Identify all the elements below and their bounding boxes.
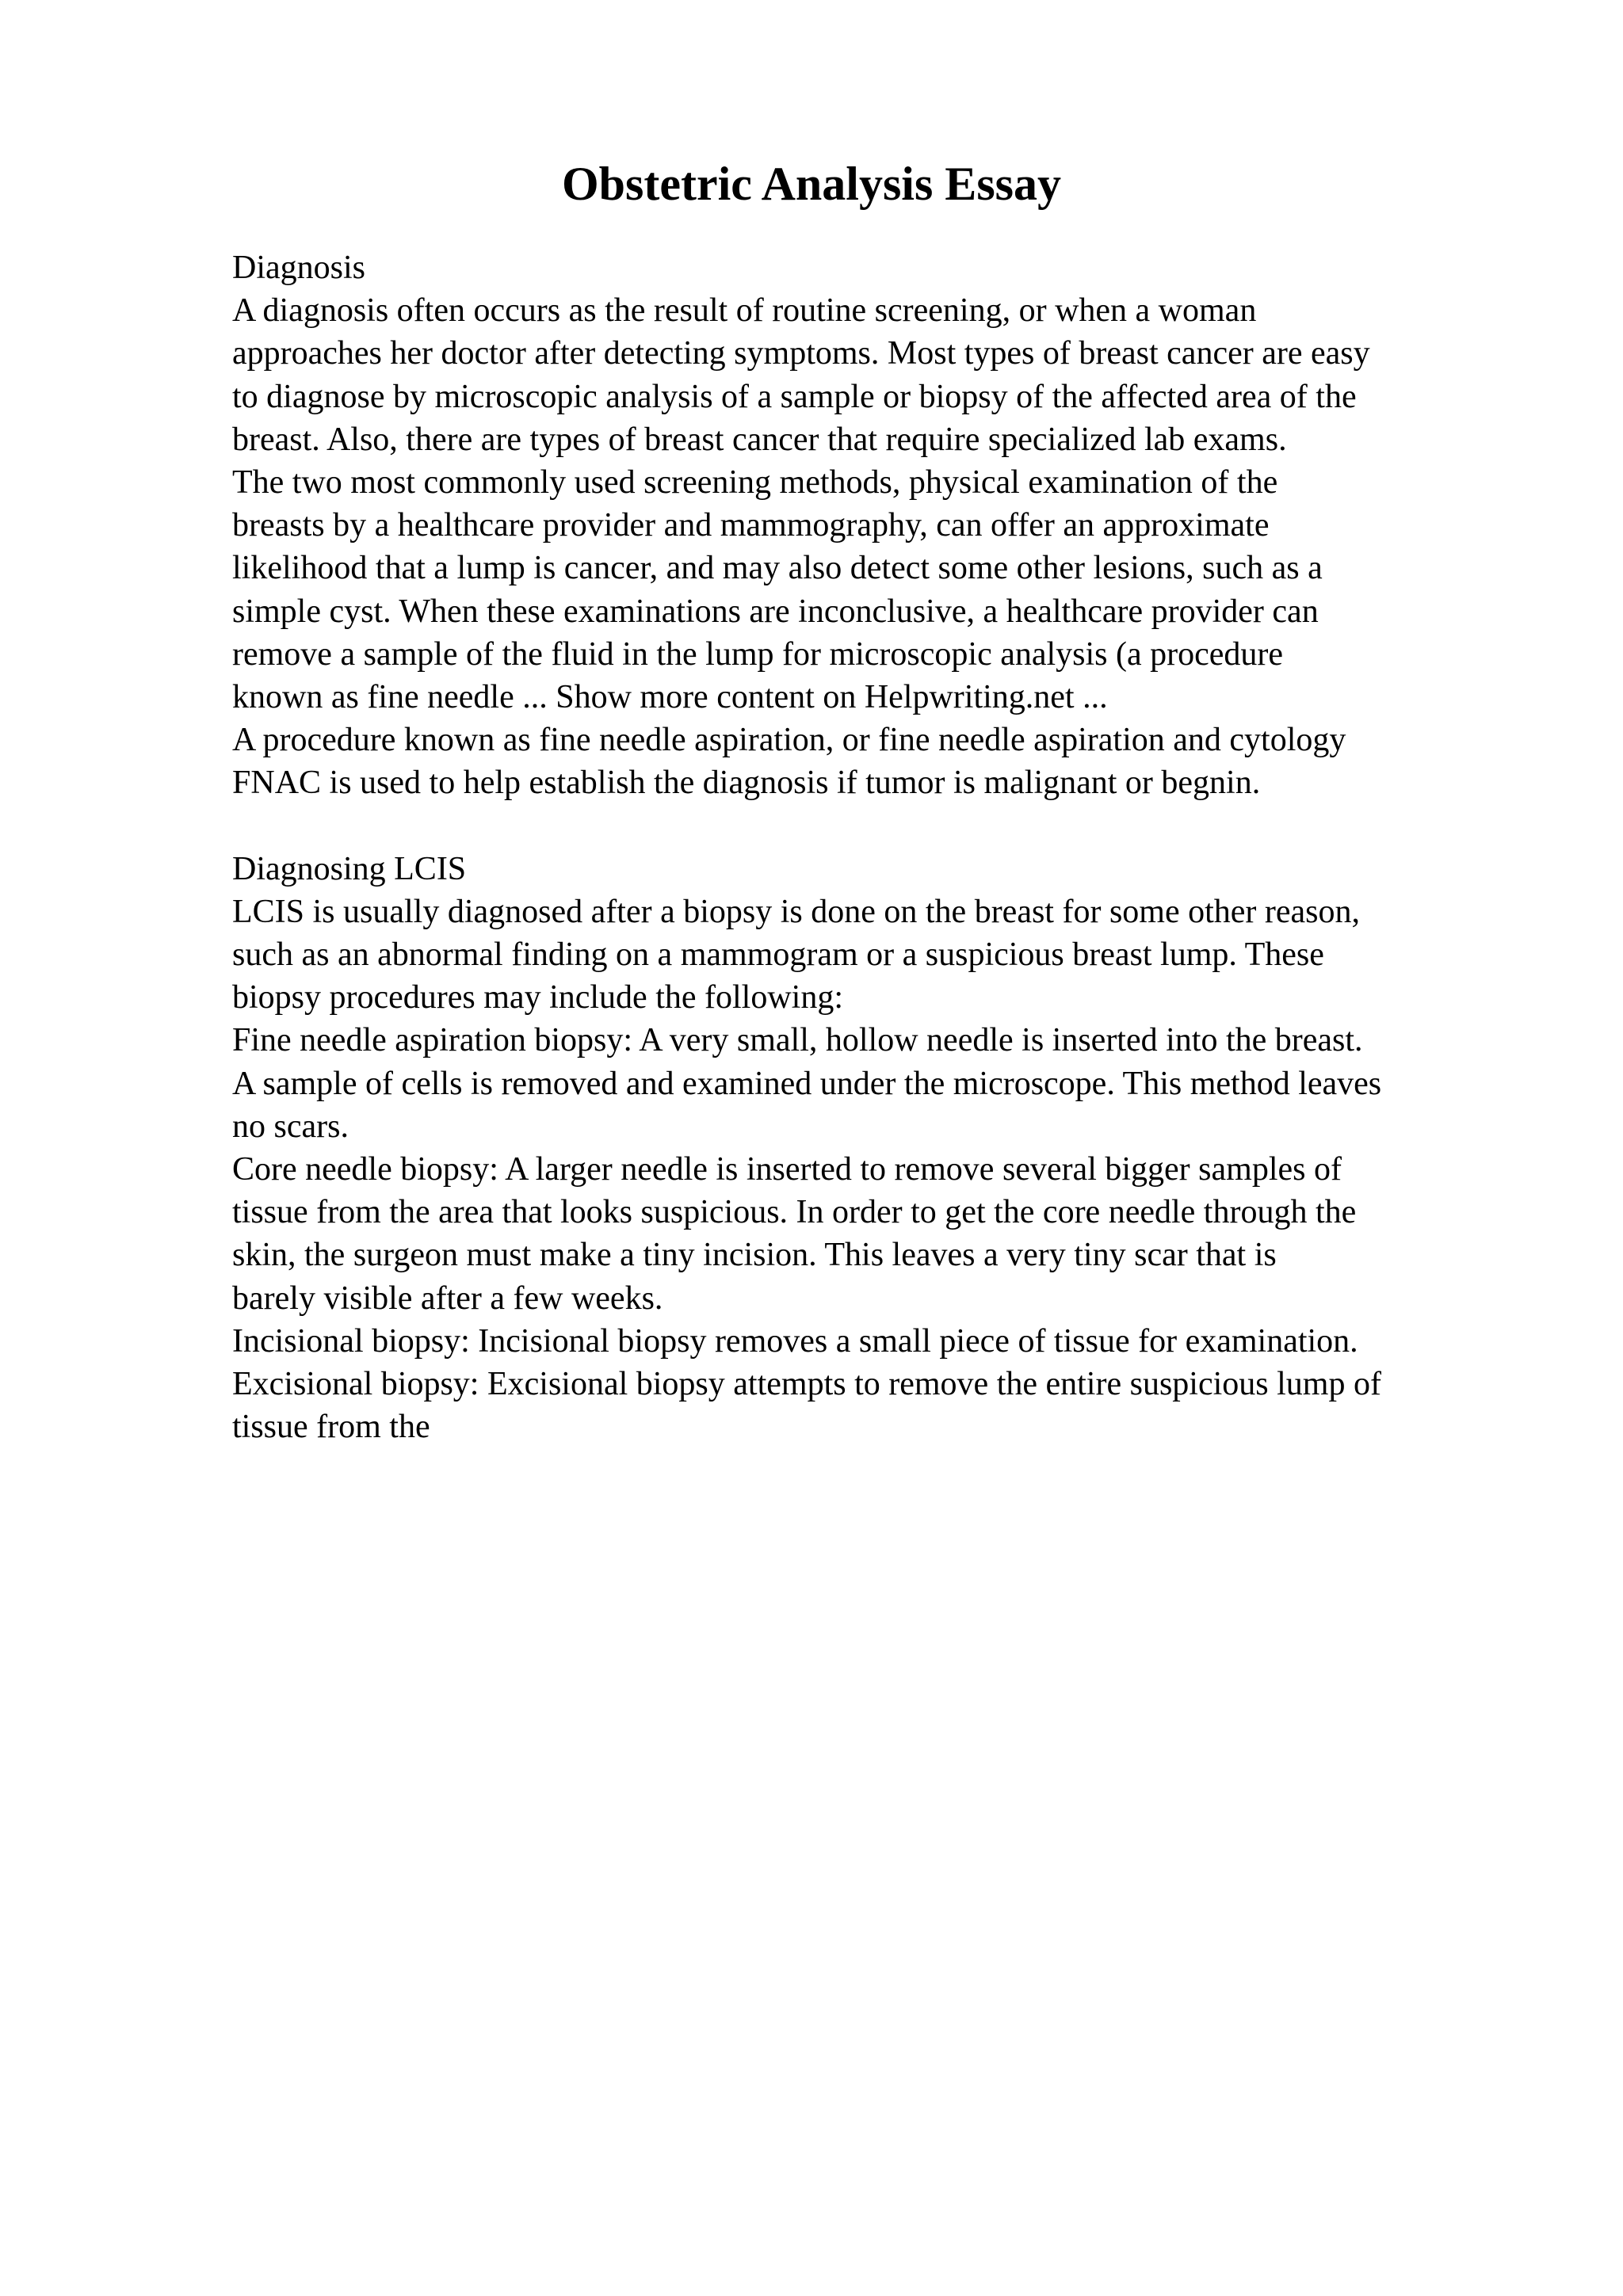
document-title: Obstetric Analysis Essay	[561, 158, 1062, 210]
text-line: A procedure known as fine needle aspiration, or fine needle aspiration and cytology	[232, 722, 1346, 759]
text-line: Fine needle aspiration biopsy: A very small, hollow needle is inserted into the breast.	[232, 1022, 1363, 1059]
text-line: likelihood that a lump is cancer, and may also detect some other lesions, such as a	[232, 550, 1323, 587]
paragraph-spacer	[232, 804, 1623, 847]
text-line: no scars.	[232, 1108, 349, 1145]
document-body	[232, 246, 1623, 1448]
text-line: tissue from the area that looks suspicious. In order to get the core needle through the	[232, 1194, 1357, 1231]
text-line: simple cyst. When these examinations are inconclusive, a healthcare provider can	[232, 593, 1319, 630]
text-line: The two most commonly used screening methods, physical examination of the	[232, 463, 1278, 501]
text-line: Core needle biopsy: A larger needle is inserted to remove several bigger samples of	[232, 1150, 1342, 1188]
text-line: skin, the surgeon must make a tiny incision. This leaves a very tiny scar that is	[232, 1237, 1277, 1274]
text-line: breasts by a healthcare provider and mammography, can offer an approximate	[232, 507, 1270, 544]
text-line: barely visible after a few weeks.	[232, 1280, 663, 1317]
text-line: tissue from the	[232, 1409, 430, 1446]
text-line: remove a sample of the fluid in the lump for microscopic analysis (a procedure	[232, 635, 1284, 673]
text-line: Excisional biopsy: Excisional biopsy attempts to remove the entire suspicious lump of	[232, 1365, 1381, 1402]
text-line: Incisional biopsy: Incisional biopsy removes a small piece of tissue for examination.	[232, 1322, 1358, 1360]
text-line: Diagnosing LCIS	[232, 850, 467, 887]
text-line: breast. Also, there are types of breast cancer that require specialized lab exams.	[232, 421, 1287, 458]
text-line: such as an abnormal finding on a mammogram or a suspicious breast lump. These	[232, 936, 1324, 973]
text-line: to diagnose by microscopic analysis of a sample or biopsy of the affected area of the	[232, 378, 1357, 415]
text-line: LCIS is usually diagnosed after a biopsy is done on the breast for some other reason,	[232, 893, 1361, 930]
text-line: biopsy procedures may include the following:	[232, 979, 843, 1016]
text-line: Diagnosis	[232, 250, 365, 286]
text-line: A sample of cells is removed and examined under the microscope. This method leaves	[232, 1065, 1382, 1102]
text-line: A diagnosis often occurs as the result of routine screening, or when a woman	[232, 292, 1257, 330]
text-line: known as fine needle ... Show more content on Helpwriting.net ...	[232, 678, 1108, 715]
text-line: FNAC is used to help establish the diagnosis if tumor is malignant or begnin.	[232, 765, 1261, 802]
text-line: approaches her doctor after detecting symptoms. Most types of breast cancer are easy	[232, 335, 1370, 372]
